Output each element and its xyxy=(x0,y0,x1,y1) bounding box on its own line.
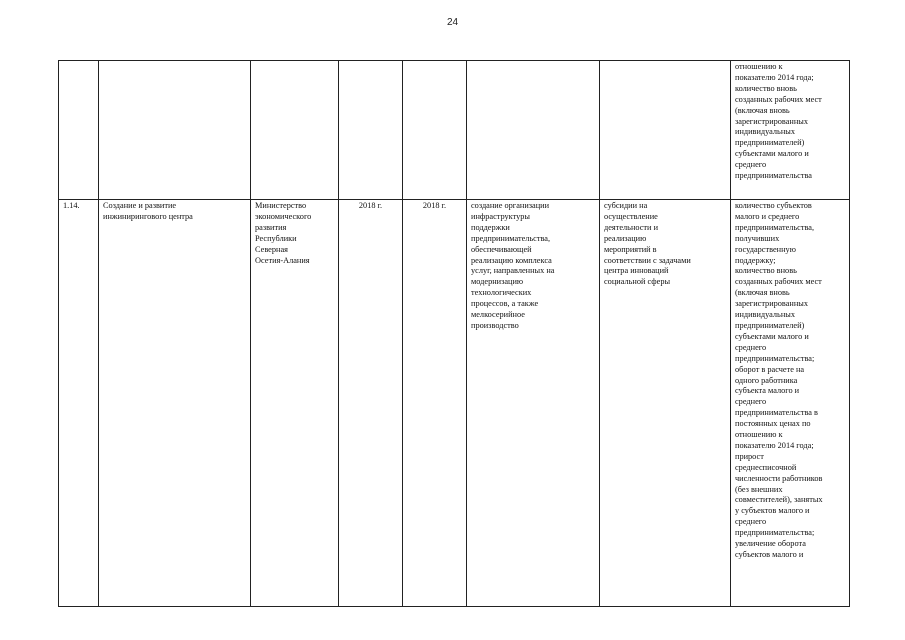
table-row xyxy=(59,200,850,607)
measure-name-cell: Создание и развитие инжинирингового центра xyxy=(99,200,251,607)
measure-name-cell xyxy=(99,61,251,200)
table-row xyxy=(59,61,850,200)
end-date-cell: 2018 г. xyxy=(403,200,467,607)
measures-table xyxy=(58,60,850,607)
funding-direction-cell: субсидии на осуществление деятельности и реализацию мероприятий в соответствии с задачами центра инноваций социальной сферы xyxy=(600,200,731,607)
page-number: 24 xyxy=(446,17,459,28)
row-number-cell xyxy=(59,61,99,200)
expected-result-cell xyxy=(467,61,600,200)
start-date-cell xyxy=(339,61,403,200)
funding-direction-cell xyxy=(600,61,731,200)
expected-result-cell: создание организации инфраструктуры поддержки предпринимательства, обеспечивающей реализацию комплекса услуг, направленных на модернизацию технологических процессов, а также мелкосерийное производство xyxy=(467,200,600,607)
executor-cell: Министерство экономического развития Республики Северная Осетия-Алания xyxy=(251,200,339,607)
indicators-cell: количество субъектов малого и среднего предпринимательства, получивших государственную поддержку; количество вновь созданных рабочих мест (включая вновь зарегистрированных индивидуальных предпринимателей) субъектами малого и среднего предпринимательства; оборот в расчете на одного работника субъекта малого и среднего предпринимательства в постоянных ценах по отношению к показателю 2014 года; прирост среднесписочной численности работников (без внешних совместителей), занятых у субъектов малого и среднего предпринимательства; увеличение оборота субъектов малого и xyxy=(731,200,850,607)
indicators-cell: отношению к показателю 2014 года; количество вновь созданных рабочих мест (включая вновь зарегистрированных индивидуальных предпринимателей) субъектами малого и среднего предпринимательства xyxy=(731,61,850,200)
end-date-cell xyxy=(403,61,467,200)
start-date-cell: 2018 г. xyxy=(339,200,403,607)
row-number-cell: 1.14. xyxy=(59,200,99,607)
executor-cell xyxy=(251,61,339,200)
